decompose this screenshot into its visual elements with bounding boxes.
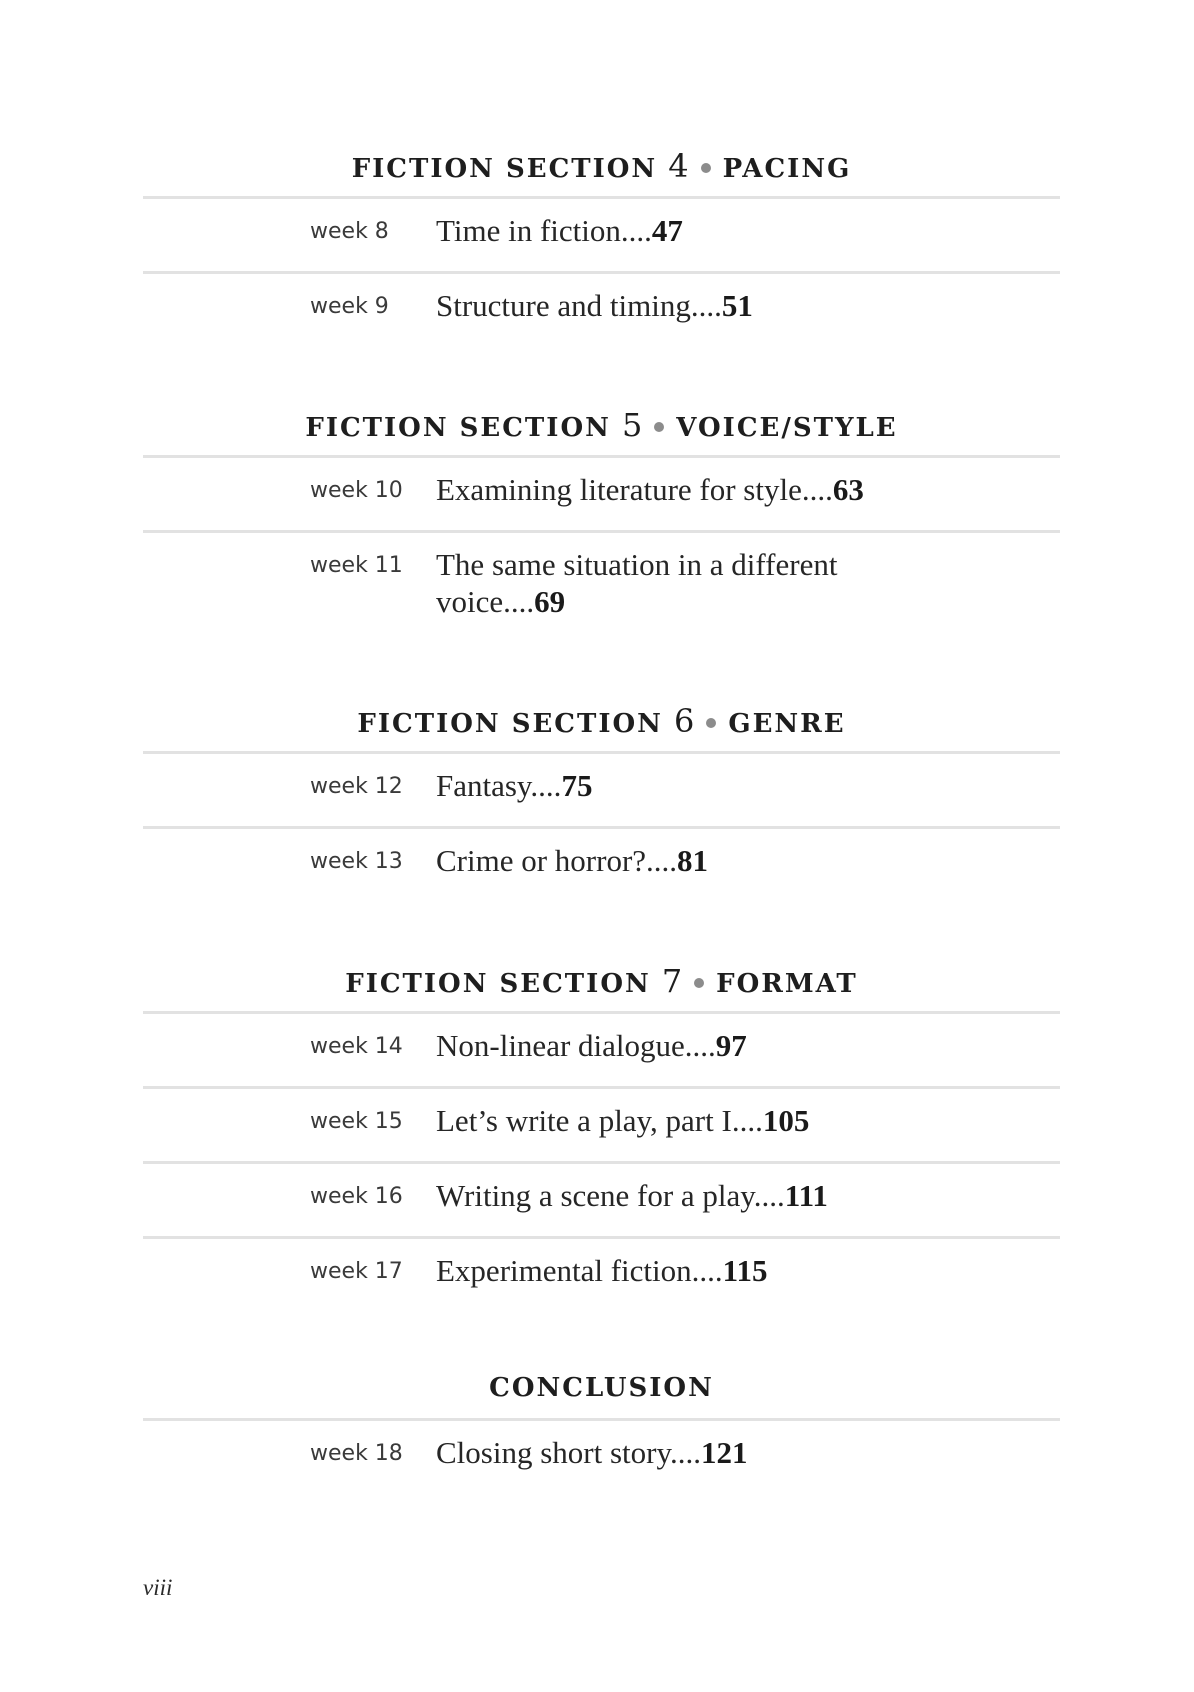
page-number: 47 xyxy=(651,213,683,248)
entry-title: Experimental fiction....115 xyxy=(436,1253,768,1288)
entry-title: Examining literature for style....63 xyxy=(436,472,864,507)
entry-title: Crime or horror?....81 xyxy=(436,843,709,878)
entry-title: Time in fiction....47 xyxy=(436,213,683,248)
page-number: 115 xyxy=(722,1253,768,1288)
page-number: 111 xyxy=(784,1178,828,1213)
section-7 xyxy=(143,951,1060,1311)
page-number: 51 xyxy=(721,288,753,323)
entry-title: Structure and timing....51 xyxy=(436,288,753,323)
entry-title: Writing a scene for a play....111 xyxy=(436,1178,828,1213)
toc-entry[interactable] xyxy=(143,196,1060,271)
page-number: 97 xyxy=(715,1028,747,1063)
page-folio: viii xyxy=(143,1575,173,1600)
section-heading: FICTION SECTION 4 PACING xyxy=(351,147,852,185)
entry-title: Let’s write a play, part I....105 xyxy=(436,1103,810,1138)
toc-entry[interactable] xyxy=(143,751,1060,826)
week-label: week 11 xyxy=(310,553,403,578)
section-heading: FICTION SECTION 6 GENRE xyxy=(357,702,846,740)
bullet-dot-icon xyxy=(654,422,664,432)
toc-entry[interactable] xyxy=(143,1011,1060,1086)
week-label: week 8 xyxy=(310,219,389,244)
section-heading: FICTION SECTION 5 VOICE/STYLE xyxy=(305,406,898,444)
toc-entry[interactable] xyxy=(143,1418,1060,1493)
page-number: 75 xyxy=(561,768,593,803)
page-number: 121 xyxy=(700,1435,748,1470)
section-4 xyxy=(143,136,1060,346)
week-label: week 14 xyxy=(310,1034,403,1059)
week-label: week 10 xyxy=(310,478,403,503)
section-6 xyxy=(143,691,1060,901)
page-number: 105 xyxy=(762,1103,810,1138)
week-label: week 13 xyxy=(310,849,403,874)
toc-entry[interactable] xyxy=(143,530,1060,643)
week-label: week 18 xyxy=(310,1441,403,1466)
bullet-dot-icon xyxy=(701,163,711,173)
entry-title: Non-linear dialogue....97 xyxy=(436,1028,747,1063)
page-number: 69 xyxy=(534,584,566,619)
page-number: 81 xyxy=(677,843,709,878)
week-label: week 17 xyxy=(310,1259,403,1284)
section-heading: FICTION SECTION 7 FORMAT xyxy=(345,962,858,1000)
bullet-dot-icon xyxy=(706,718,716,728)
page-number: 63 xyxy=(832,472,864,507)
week-label: week 9 xyxy=(310,294,389,319)
section-conclusion xyxy=(143,1358,1060,1493)
bullet-dot-icon xyxy=(694,978,704,988)
entry-title: Closing short story....121 xyxy=(436,1435,748,1470)
week-label: week 12 xyxy=(310,774,403,799)
week-label: week 15 xyxy=(310,1109,403,1134)
week-label: week 16 xyxy=(310,1184,403,1209)
toc-entry[interactable] xyxy=(143,826,1060,901)
entry-title: The same situation in a different voice....69 xyxy=(436,547,838,619)
toc-entry[interactable] xyxy=(143,271,1060,346)
toc-entry[interactable] xyxy=(143,1086,1060,1161)
toc-entry[interactable] xyxy=(143,1161,1060,1236)
toc-entry[interactable] xyxy=(143,455,1060,530)
toc-entry[interactable] xyxy=(143,1236,1060,1311)
section-heading: CONCLUSION xyxy=(489,1373,714,1403)
section-5 xyxy=(143,395,1060,643)
entry-title: Fantasy....75 xyxy=(436,768,593,803)
